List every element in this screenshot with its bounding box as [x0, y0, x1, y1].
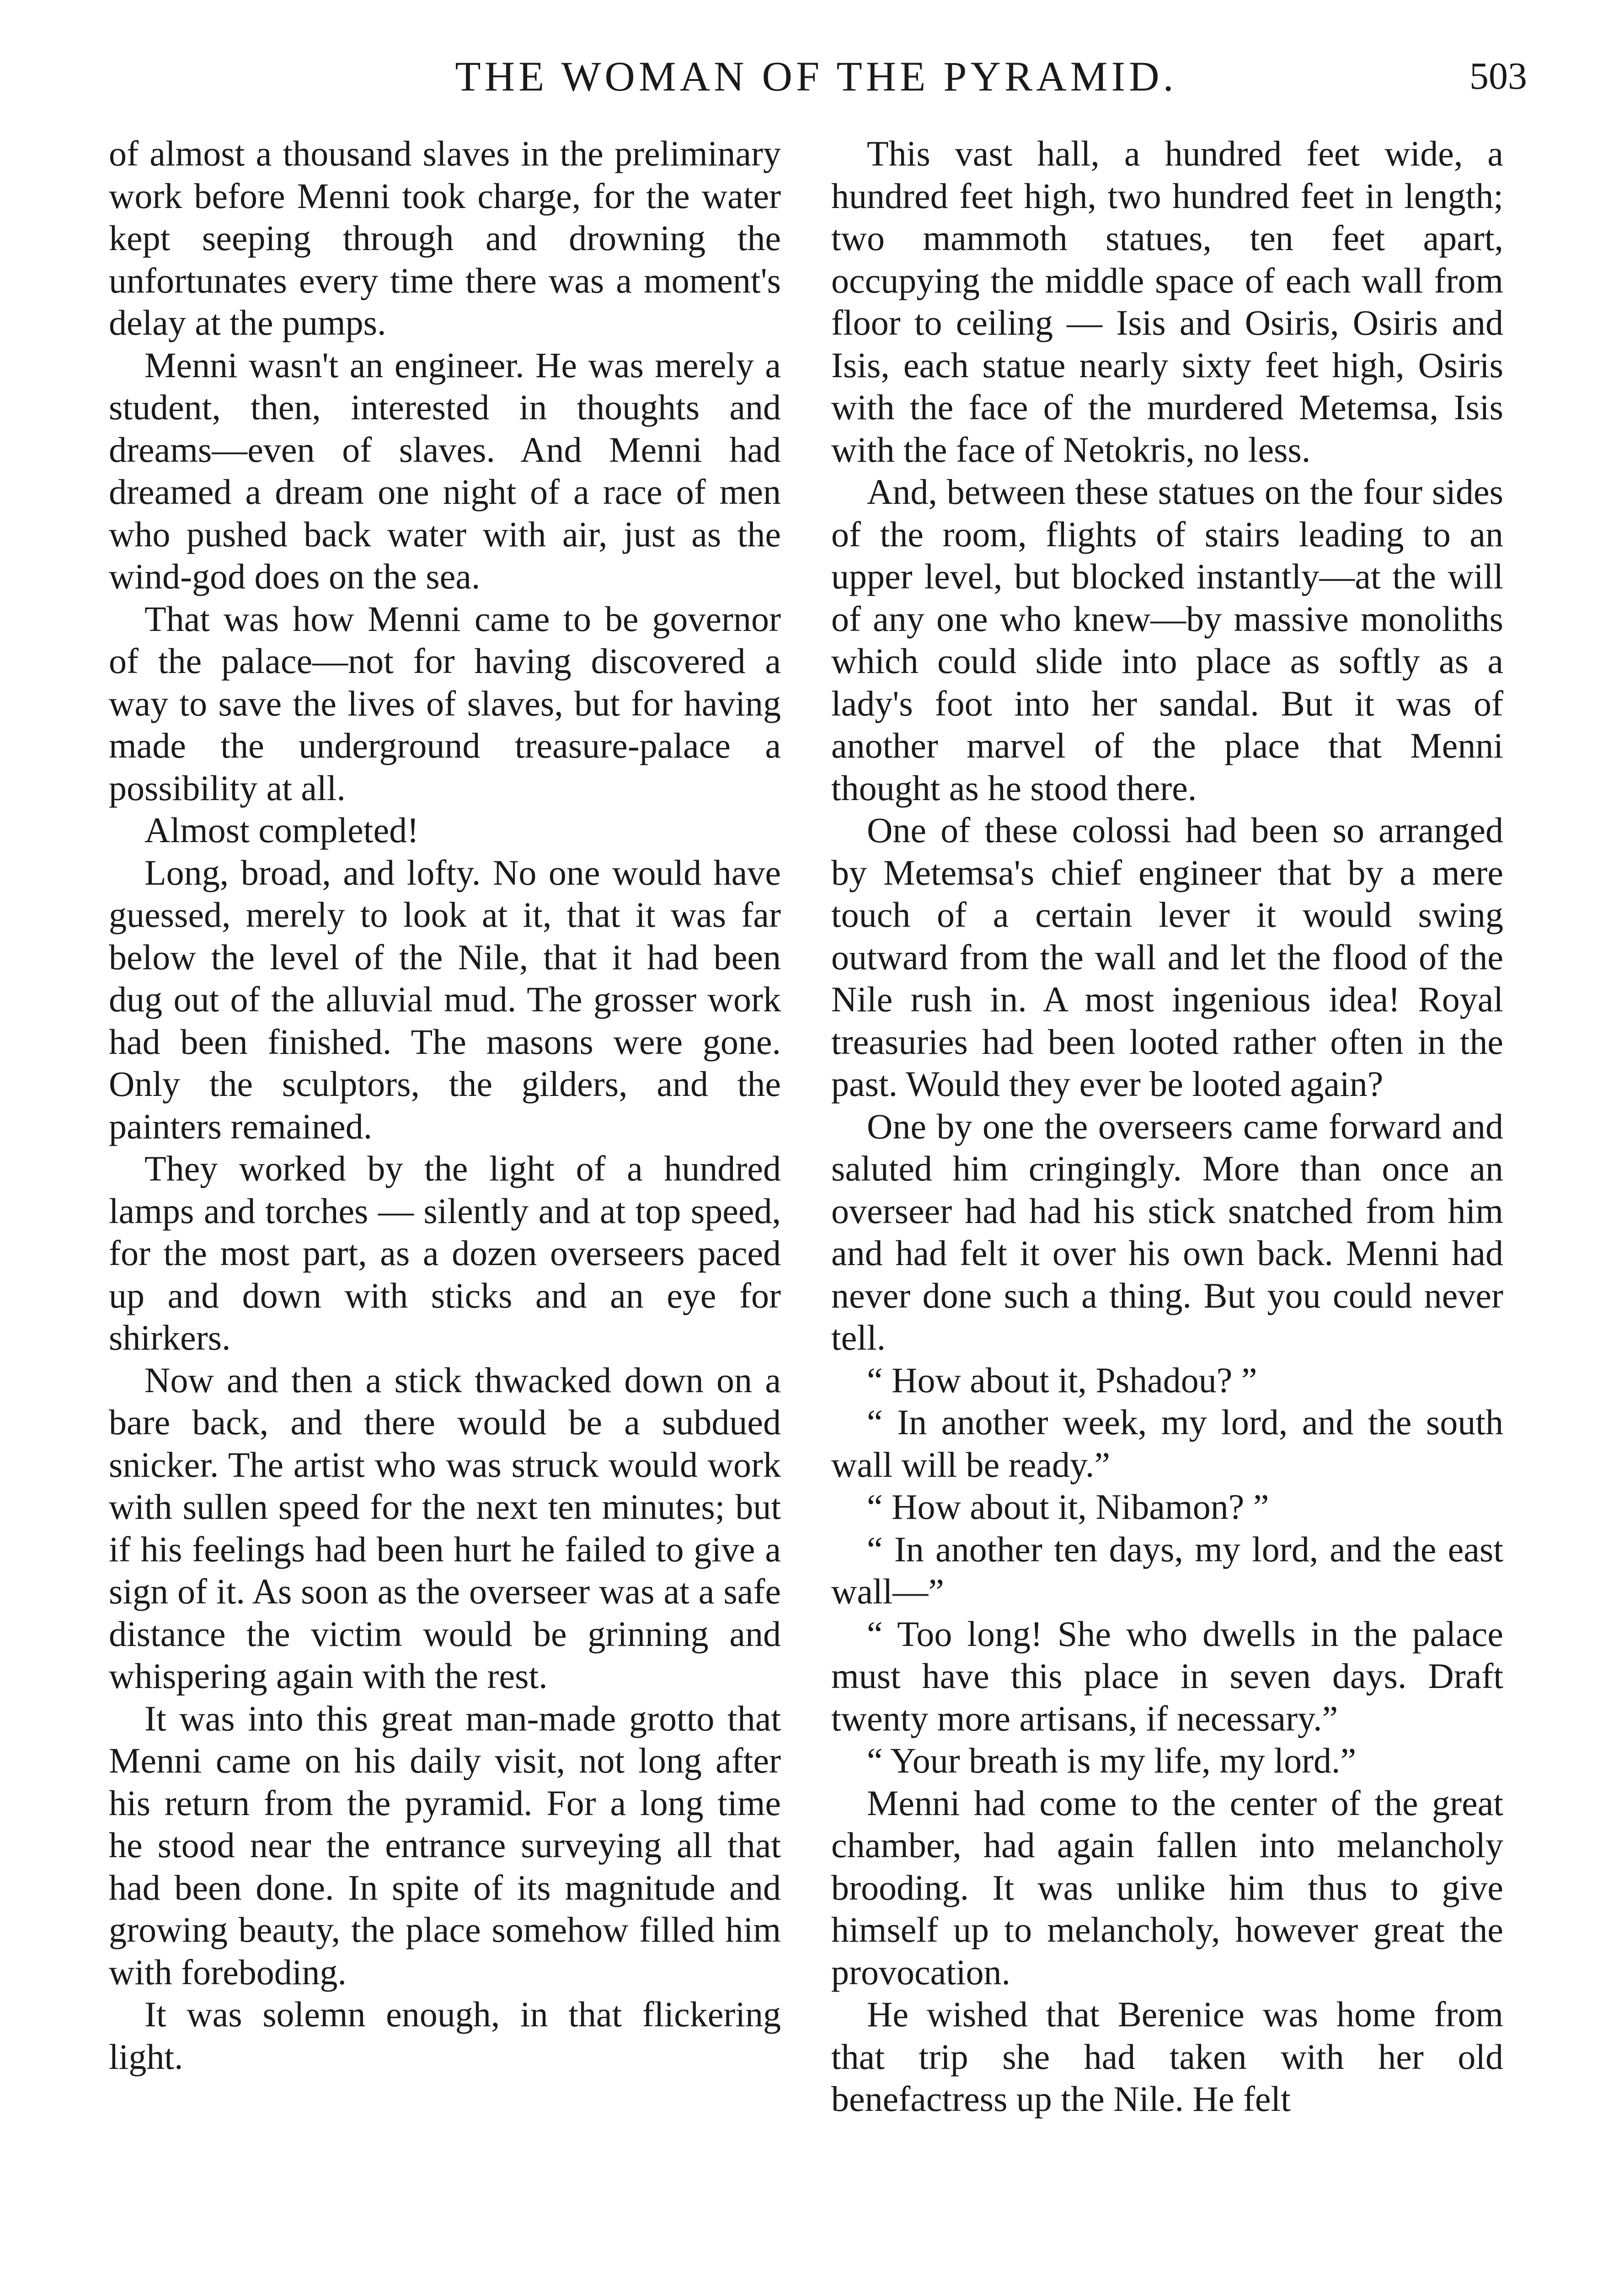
paragraph: One of these colossi had been so arranged by Metemsa's chief engineer that by a mere touch of a certain lever it would swing outward from the wall and let the flood of the Nile rush in. A most ingenious idea! Royal treasuries had been looted rather often in the past. Would they ever be looted again? [831, 810, 1503, 1104]
paragraph: This vast hall, a hundred feet wide, a hundred feet high, two hundred feet in length; two mammoth statues, ten feet apart, occupying the middle space of each wall from floor to ceiling — Isis and Osiris, Osiris and Isis, each statue nearly sixty feet high, Osiris with the face of the murdered Metemsa, Isis with the face of Netokris, no less. [831, 134, 1503, 470]
paragraph: of almost a thousand slaves in the preliminary work before Menni took charge, for the water kept seeping through and drowning the unfortunates every time there was a moment's delay at the pumps. [109, 134, 781, 342]
paragraph: It was into this great man-made grotto that Menni came on his daily visit, not long after his return from the pyramid. For a long time he stood near the entrance surveying all that had been done. In spite of its magnitude and growing beauty, the place somehow filled him with foreboding. [109, 1698, 781, 1992]
paragraph: Menni had come to the center of the great chamber, had again fallen into melancholy brooding. It was unlike him thus to give himself up to melancholy, however great the provocation. [831, 1783, 1503, 1992]
right-column [831, 133, 1503, 2120]
page-header [105, 42, 1527, 111]
paragraph: They worked by the light of a hundred lamps and torches — silently and at top speed, for the most part, as a dozen overseers paced up and down with sticks and an eye for shirkers. [109, 1148, 781, 1357]
paragraph: One by one the overseers came forward and saluted him cringingly. More than once an overseer had had his stick snatched from him and had felt it over his own back. Menni had never done such a thing. But you could never tell. [831, 1106, 1503, 1357]
dialogue-line: “ How about it, Nibamon? ” [867, 1487, 1269, 1527]
dialogue-line: “ Your breath is my life, my lord.” [867, 1741, 1357, 1780]
left-column [109, 133, 781, 2078]
paragraph: It was solemn enough, in that flickering light. [109, 1994, 781, 2077]
paragraph: He wished that Berenice was home from that trip she had taken with her old benefactress up the Nile. He felt [831, 1994, 1503, 2119]
dialogue-line: “ In another ten days, my lord, and the east wall—” [831, 1529, 1503, 1611]
dialogue-line: “ Too long! She who dwells in the palace must have this place in seven days. Draft twenty more artisans, if necessary.” [831, 1613, 1503, 1738]
paragraph: Menni wasn't an engineer. He was merely a student, then, interested in thoughts and dreams—even of slaves. And Menni had dreamed a dream one night of a race of men who pushed back water with air, just as the wind-god does on the sea. [109, 345, 781, 596]
dialogue-line: “ In another week, my lord, and the south wall will be ready.” [831, 1402, 1503, 1485]
paragraph: Now and then a stick thwacked down on a bare back, and there would be a subdued snicker. The artist who was struck would work with sullen speed for the next ten minutes; but if his feelings had been hurt he failed to give a sign of it. As soon as the overseer was at a safe distance the victim would be grinning and whispering again with the rest. [109, 1360, 781, 1696]
dialogue-line: “ How about it, Pshadou? ” [867, 1360, 1257, 1400]
paragraph: Long, broad, and lofty. No one would have guessed, merely to look at it, that it was far below the level of the Nile, that it had been dug out of the alluvial mud. The grosser work had been finished. The masons were gone. Only the sculptors, the gilders, and the painters remained. [109, 852, 781, 1146]
paragraph: That was how Menni came to be governor of the palace—not for having discovered a way to save the lives of slaves, but for having made the underground treasure-palace a possibility at all. [109, 598, 781, 808]
paragraph: And, between these statues on the four sides of the room, flights of stairs leading to an upper level, but blocked instantly—at the will of any one who knew—by massive monoliths which could slide into place as softly as a lady's foot into her sandal. But it was of another marvel of the place that Menni thought as he stood there. [831, 472, 1503, 808]
paragraph: Almost completed! [144, 810, 419, 850]
running-title: THE WOMAN OF THE PYRAMID. [455, 53, 1177, 100]
page-number: 503 [1469, 55, 1527, 97]
